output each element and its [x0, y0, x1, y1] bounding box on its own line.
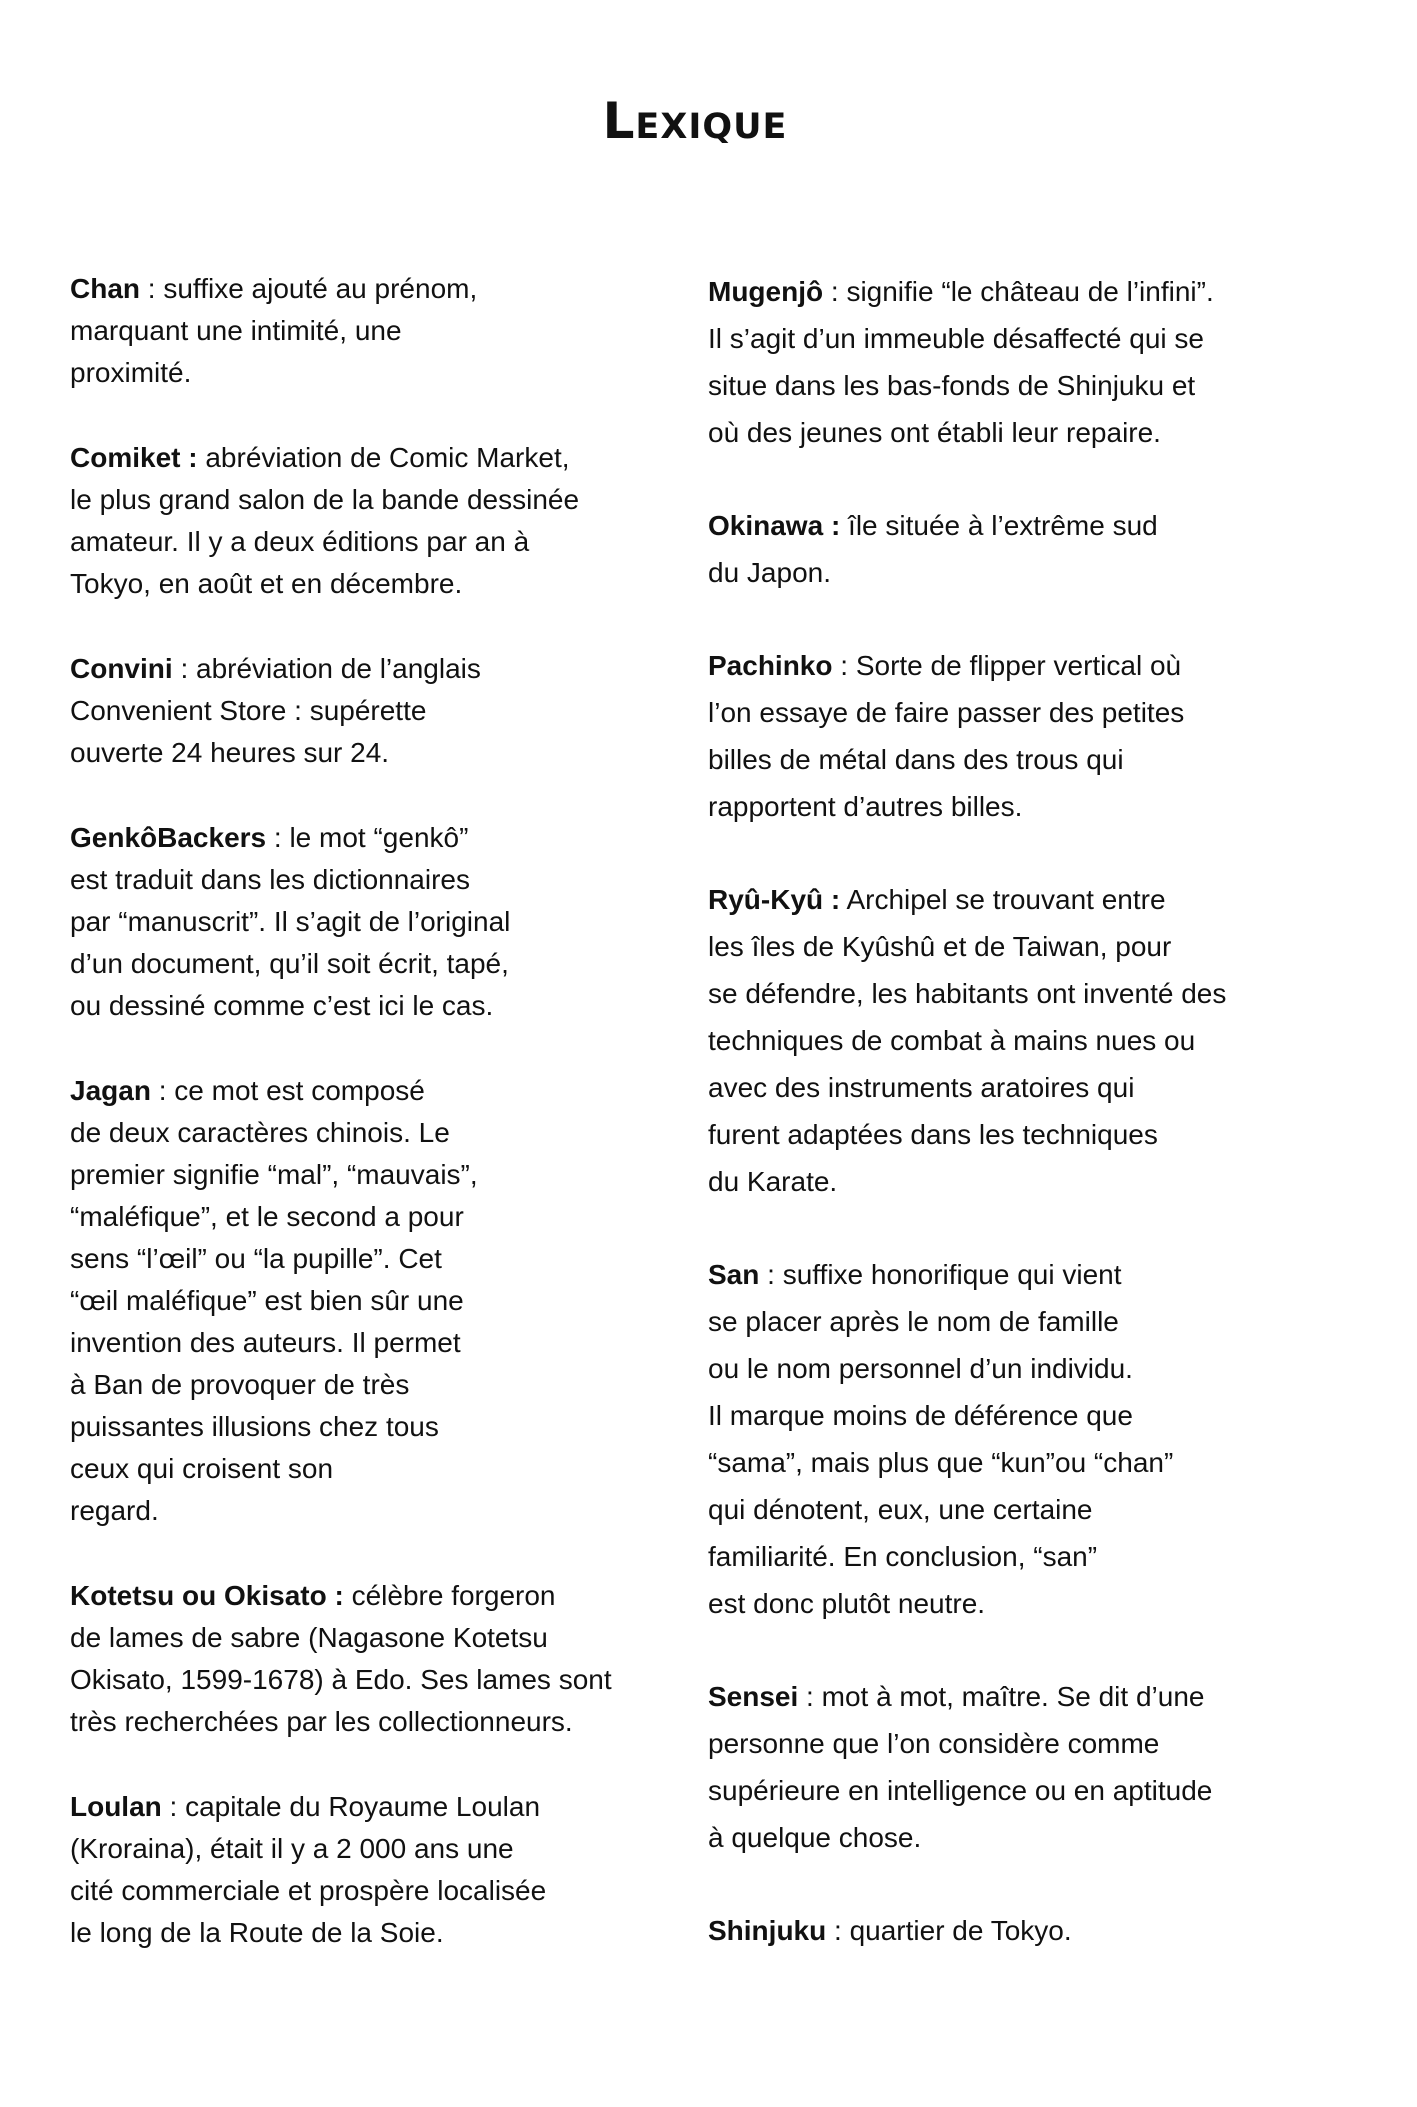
- definition-line: personne que l’on considère comme: [708, 1728, 1160, 1759]
- definition-line: (Kroraina), était il y a 2 000 ans une: [70, 1833, 514, 1864]
- definition-text: Sorte de flipper vertical où: [855, 650, 1182, 681]
- term-separator: :: [266, 822, 290, 853]
- definition-text: le mot “genkô”: [289, 822, 469, 853]
- definition-line: d’un document, qu’il soit écrit, tapé,: [70, 948, 509, 979]
- definition-line: puissantes illusions chez tous: [70, 1411, 439, 1442]
- definition-line: se défendre, les habitants ont inventé des: [708, 978, 1227, 1009]
- definition-text: capitale du Royaume Loulan: [185, 1791, 541, 1822]
- definition-line: regard.: [70, 1495, 159, 1526]
- glossary-entry: [708, 502, 1388, 596]
- definition-line: Il s’agit d’un immeuble désaffecté qui se: [708, 323, 1204, 354]
- definition-text: célèbre forgeron: [351, 1580, 556, 1611]
- definition-line: premier signifie “mal”, “mauvais”,: [70, 1159, 478, 1190]
- definition-line: est traduit dans les dictionnaires: [70, 864, 470, 895]
- definition-line: supérieure en intelligence ou en aptitude: [708, 1775, 1213, 1806]
- definition-text: suffixe ajouté au prénom,: [163, 273, 478, 304]
- term-separator: :: [823, 276, 847, 307]
- definition-line: [70, 1575, 690, 1617]
- definition-line: techniques de combat à mains nues ou: [708, 1025, 1196, 1056]
- definition-line: [70, 648, 690, 690]
- definition-line: [70, 268, 690, 310]
- definition-line: [70, 1070, 690, 1112]
- term-separator: :: [759, 1259, 783, 1290]
- definition-line: où des jeunes ont établi leur repaire.: [708, 417, 1161, 448]
- definition-line: à quelque chose.: [708, 1822, 922, 1853]
- definition-line: ouverte 24 heures sur 24.: [70, 737, 390, 768]
- glossary-term: Ryû-Kyû :: [708, 884, 841, 915]
- definition-text: abréviation de l’anglais: [196, 653, 481, 684]
- definition-line: le long de la Route de la Soie.: [70, 1917, 444, 1948]
- definition-line: ou dessiné comme c’est ici le cas.: [70, 990, 494, 1021]
- definition-text: île située à l’extrême sud: [848, 510, 1158, 541]
- definition-line: l’on essaye de faire passer des petites: [708, 697, 1185, 728]
- definition-line: familiarité. En conclusion, “san”: [708, 1541, 1098, 1572]
- glossary-term: Pachinko: [708, 650, 833, 681]
- definition-text: ce mot est composé: [174, 1075, 425, 1106]
- glossary-term: GenkôBackers: [70, 822, 267, 853]
- definition-line: à Ban de provoquer de très: [70, 1369, 410, 1400]
- right-column: [708, 268, 1388, 2000]
- definition-line: marquant une intimité, une: [70, 315, 402, 346]
- definition-line: Convenient Store : supérette: [70, 695, 427, 726]
- definition-line: ou le nom personnel d’un individu.: [708, 1353, 1133, 1384]
- glossary-entry: [70, 648, 690, 774]
- definition-line: proximité.: [70, 357, 192, 388]
- definition-line: rapportent d’autres billes.: [708, 791, 1023, 822]
- glossary-entry: [70, 1575, 690, 1743]
- definition-line: ceux qui croisent son: [70, 1453, 334, 1484]
- definition-text: quartier de Tokyo.: [849, 1915, 1072, 1946]
- definition-line: Tokyo, en août et en décembre.: [70, 568, 463, 599]
- glossary-term: Okinawa :: [708, 510, 841, 541]
- glossary-term: Shinjuku: [708, 1915, 827, 1946]
- definition-line: amateur. Il y a deux éditions par an à: [70, 526, 530, 557]
- glossary-term: San: [708, 1259, 760, 1290]
- glossary-entry: [70, 268, 690, 394]
- definition-line: les îles de Kyûshû et de Taiwan, pour: [708, 931, 1172, 962]
- term-separator: :: [832, 650, 856, 681]
- glossary-entry: [708, 642, 1388, 830]
- glossary-term: Comiket :: [70, 442, 198, 473]
- definition-line: très recherchées par les collectionneurs.: [70, 1706, 573, 1737]
- glossary-entry: [708, 1251, 1388, 1627]
- definition-line: qui dénotent, eux, une certaine: [708, 1494, 1093, 1525]
- definition-line: le plus grand salon de la bande dessinée: [70, 484, 580, 515]
- definition-line: est donc plutôt neutre.: [708, 1588, 986, 1619]
- definition-line: billes de métal dans des trous qui: [708, 744, 1124, 775]
- term-separator: [344, 1580, 352, 1611]
- definition-line: “œil maléfique” est bien sûr une: [70, 1285, 464, 1316]
- glossary-entry: [70, 1070, 690, 1532]
- glossary-entry: [708, 268, 1388, 456]
- glossary-term: Chan: [70, 273, 140, 304]
- glossary-term: Mugenjô: [708, 276, 824, 307]
- term-separator: :: [140, 273, 164, 304]
- definition-line: Il marque moins de déférence que: [708, 1400, 1133, 1431]
- definition-line: invention des auteurs. Il permet: [70, 1327, 461, 1358]
- glossary-entry: [70, 817, 690, 1027]
- definition-line: [708, 642, 1388, 689]
- definition-text: Archipel se trouvant entre: [846, 884, 1166, 915]
- definition-line: “maléfique”, et le second a pour: [70, 1201, 464, 1232]
- definition-line: [708, 502, 1388, 549]
- definition-text: suffixe honorifique qui vient: [782, 1259, 1122, 1290]
- definition-line: “sama”, mais plus que “kun”ou “chan”: [708, 1447, 1174, 1478]
- definition-line: [708, 1673, 1388, 1720]
- definition-line: [70, 817, 690, 859]
- definition-text: signifie “le château de l’infini”.: [846, 276, 1214, 307]
- definition-line: situe dans les bas-fonds de Shinjuku et: [708, 370, 1196, 401]
- glossary-entry: [708, 1673, 1388, 1861]
- glossary-entry: [708, 1907, 1388, 1954]
- definition-line: du Karate.: [708, 1166, 838, 1197]
- definition-line: par “manuscrit”. Il s’agit de l’original: [70, 906, 511, 937]
- left-column: [70, 268, 690, 1997]
- glossary-term: Sensei: [708, 1681, 799, 1712]
- glossary-term: Loulan: [70, 1791, 162, 1822]
- page-title: Lexique: [602, 92, 788, 150]
- glossary-entry: [70, 1786, 690, 1954]
- definition-line: sens “l’œil” ou “la pupille”. Cet: [70, 1243, 442, 1274]
- definition-line: se placer après le nom de famille: [708, 1306, 1119, 1337]
- definition-line: du Japon.: [708, 557, 831, 588]
- definition-line: [708, 1251, 1388, 1298]
- definition-line: [708, 876, 1388, 923]
- glossary-term: Convini: [70, 653, 173, 684]
- definition-line: de lames de sabre (Nagasone Kotetsu: [70, 1622, 548, 1653]
- glossary-term: Kotetsu ou Okisato :: [70, 1580, 344, 1611]
- term-separator: :: [150, 1075, 175, 1106]
- definition-text: abréviation de Comic Market,: [205, 442, 570, 473]
- definition-line: de deux caractères chinois. Le: [70, 1117, 450, 1148]
- glossary-entry: [708, 876, 1388, 1205]
- term-separator: [840, 510, 848, 541]
- term-separator: :: [798, 1681, 822, 1712]
- definition-line: [708, 1907, 1388, 1954]
- definition-line: cité commerciale et prospère localisée: [70, 1875, 547, 1906]
- glossary-entry: [70, 437, 690, 605]
- definition-line: [70, 437, 690, 479]
- glossary-term: Jagan: [70, 1075, 151, 1106]
- definition-line: Okisato, 1599-1678) à Edo. Ses lames sont: [70, 1664, 612, 1695]
- definition-text: mot à mot, maître. Se dit d’une: [821, 1681, 1205, 1712]
- definition-line: avec des instruments aratoires qui: [708, 1072, 1135, 1103]
- term-separator: :: [826, 1915, 850, 1946]
- definition-line: [708, 268, 1388, 315]
- term-separator: :: [161, 1791, 186, 1822]
- definition-line: [70, 1786, 690, 1828]
- definition-line: furent adaptées dans les techniques: [708, 1119, 1158, 1150]
- term-separator: :: [172, 653, 197, 684]
